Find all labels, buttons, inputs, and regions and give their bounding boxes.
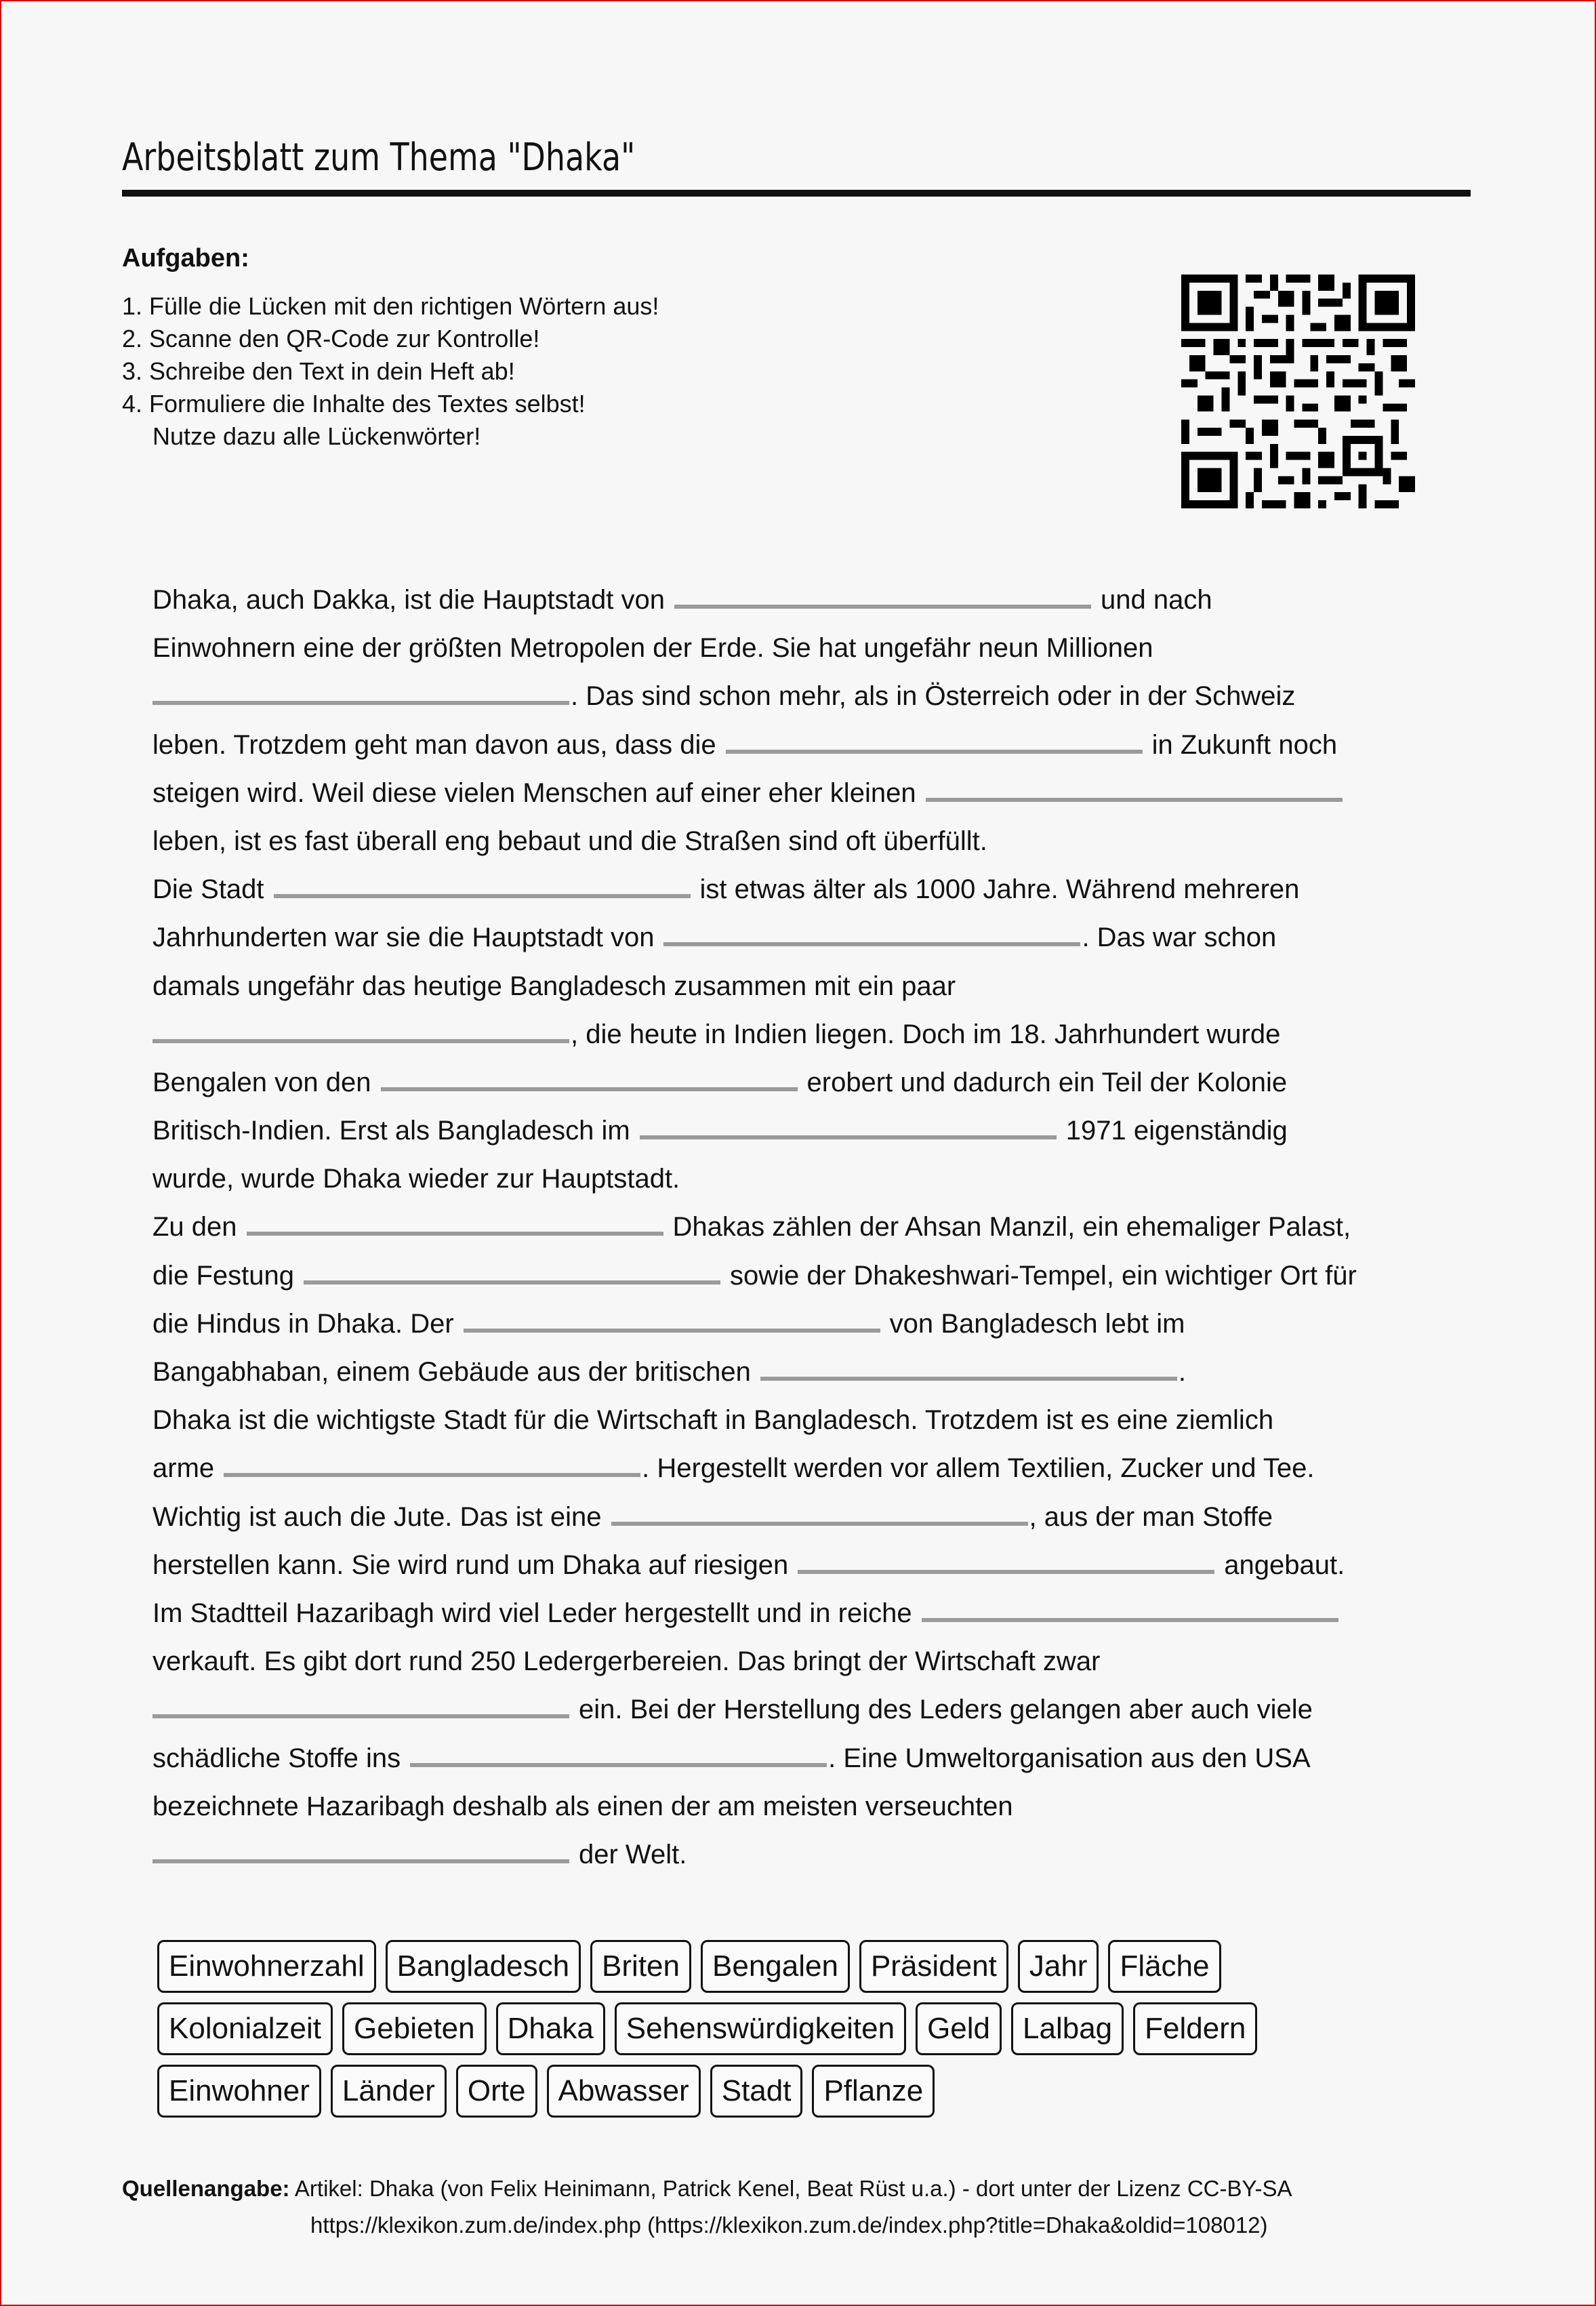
text-line: . Das sind schon mehr, als in Österreich oder in der Schweiz — [152, 672, 1481, 721]
gap-field[interactable] — [381, 1063, 798, 1091]
gap-field[interactable] — [798, 1545, 1214, 1574]
word-chip[interactable]: Feldern — [1133, 2002, 1257, 2055]
text-line: wurde, wurde Dhaka wieder zur Hauptstadt. — [152, 1164, 680, 1194]
gap-field[interactable] — [152, 1690, 569, 1718]
word-chip[interactable]: Länder — [331, 2065, 447, 2118]
task-list — [122, 290, 659, 453]
source-label: Quellenangabe: — [122, 2176, 290, 2201]
word-chip[interactable]: Gebieten — [342, 2002, 487, 2055]
title-underline — [122, 190, 1471, 197]
text-line: , die heute in Indien liegen. Doch im 18. Jahrhundert wurde — [152, 1011, 1481, 1059]
gap-field[interactable] — [247, 1207, 663, 1236]
text-line: Britisch-Indien. Erst als Bangladesch im 1971 eigenständig — [152, 1107, 1481, 1155]
text-line: Einwohnern eine der größten Metropolen der Erde. Sie hat ungefähr neun Millionen — [152, 633, 1153, 664]
word-chip[interactable]: Briten — [590, 1940, 691, 1993]
word-chip[interactable]: Stadt — [710, 2065, 803, 2118]
text-line: steigen wird. Weil diese vielen Menschen auf einer eher kleinen — [152, 769, 1481, 817]
word-chip[interactable]: Lalbag — [1011, 2002, 1124, 2055]
gap-field[interactable] — [922, 1594, 1338, 1622]
text-line: leben. Trotzdem geht man davon aus, dass die in Zukunft noch — [152, 721, 1481, 769]
gap-field[interactable] — [152, 1015, 569, 1043]
source-line-2[interactable]: https://klexikon.zum.de/index.php (https://klexikon.zum.de/index.php?title=Dhaka&oldid=108012) — [310, 2212, 1268, 2238]
gap-text — [152, 576, 1481, 1879]
word-chip[interactable]: Dhaka — [496, 2002, 605, 2055]
word-chip[interactable]: Abwasser — [547, 2065, 701, 2118]
task-item: 1. Fülle die Lücken mit den richtigen Wörtern aus! — [122, 292, 659, 320]
gap-field[interactable] — [726, 725, 1143, 754]
word-chip[interactable]: Bengalen — [701, 1940, 850, 1993]
text-line: Die Stadt ist etwas älter als 1000 Jahre. Während mehreren — [152, 866, 1481, 914]
source-line-1: Quellenangabe: Artikel: Dhaka (von Felix Heinimann, Patrick Kenel, Beat Rüst u.a.) - dort unter der Lizenz CC-BY-SA — [122, 2176, 1292, 2201]
word-chip[interactable]: Orte — [456, 2065, 537, 2118]
word-chip[interactable]: Bangladesch — [386, 1940, 581, 1993]
word-chip[interactable]: Präsident — [859, 1940, 1008, 1993]
word-chip[interactable]: Einwohner — [157, 2065, 321, 2118]
source-citation — [122, 2170, 1292, 2244]
text-line: die Hindus in Dhaka. Der von Bangladesch lebt im — [152, 1300, 1481, 1348]
word-chip[interactable]: Jahr — [1018, 1940, 1099, 1993]
gap-field[interactable] — [304, 1256, 720, 1285]
gap-field[interactable] — [640, 1111, 1057, 1139]
task-item: Nutze dazu alle Lückenwörter! — [152, 422, 481, 450]
gap-field[interactable] — [663, 918, 1080, 946]
gap-field[interactable] — [274, 870, 691, 898]
text-line: Dhaka, auch Dakka, ist die Hauptstadt von und nach — [152, 576, 1481, 624]
word-bank-row — [157, 2065, 1445, 2118]
text-line: bezeichnete Hazaribagh deshalb als einen der am meisten verseuchten — [152, 1791, 1013, 1821]
gap-field[interactable] — [611, 1497, 1028, 1526]
task-item: 3. Schreibe den Text in dein Heft ab! — [122, 357, 515, 385]
text-line: Jahrhunderten war sie die Hauptstadt von . Das war schon — [152, 914, 1481, 962]
word-chip[interactable]: Geld — [916, 2002, 1002, 2055]
page-title: Arbeitsblatt zum Thema "Dhaka" — [122, 136, 636, 180]
text-line: Im Stadtteil Hazaribagh wird viel Leder hergestellt und in reiche — [152, 1590, 1481, 1638]
task-item: 4. Formuliere die Inhalte des Textes selbst! — [122, 390, 586, 418]
text-line: Bangabhaban, einem Gebäude aus der britischen . — [152, 1348, 1481, 1396]
word-chip[interactable]: Pflanze — [812, 2065, 935, 2118]
text-line: verkauft. Es gibt dort rund 250 Ledergerbereien. Das bringt der Wirtschaft zwar — [152, 1646, 1101, 1677]
text-line: leben, ist es fast überall eng bebaut und die Straßen sind oft überfüllt. — [152, 826, 987, 856]
text-line: der Welt. — [152, 1831, 1481, 1879]
gap-field[interactable] — [926, 773, 1343, 802]
text-line: Bengalen von den erobert und dadurch ein Teil der Kolonie — [152, 1059, 1481, 1107]
word-chip[interactable]: Sehenswürdigkeiten — [615, 2002, 906, 2055]
word-bank — [157, 1940, 1445, 2127]
text-line: Dhaka ist die wichtigste Stadt für die Wirtschaft in Bangladesch. Trotzdem ist es eine ziemlich — [152, 1405, 1274, 1436]
text-line: Wichtig ist auch die Jute. Das ist eine , aus der man Stoffe — [152, 1493, 1481, 1541]
text-line: Zu den Dhakas zählen der Ahsan Manzil, ein ehemaliger Palast, — [152, 1203, 1481, 1251]
gap-field[interactable] — [464, 1304, 880, 1333]
gap-field[interactable] — [152, 676, 569, 705]
qr-code-icon[interactable] — [1181, 271, 1415, 512]
task-item: 2. Scanne den QR-Code zur Kontrolle! — [122, 325, 540, 352]
word-bank-row — [157, 2002, 1445, 2055]
word-chip[interactable]: Einwohnerzahl — [157, 1940, 376, 1993]
text-line: damals ungefähr das heutige Bangladesch zusammen mit ein paar — [152, 971, 956, 1001]
gap-field[interactable] — [410, 1739, 827, 1767]
word-chip[interactable]: Kolonialzeit — [157, 2002, 333, 2055]
text-line: ein. Bei der Herstellung des Leders gelangen aber auch viele — [152, 1686, 1481, 1734]
word-bank-row — [157, 1940, 1445, 1993]
gap-field[interactable] — [674, 580, 1091, 609]
text-line: schädliche Stoffe ins . Eine Umweltorganisation aus den USA — [152, 1735, 1481, 1783]
text-line: die Festung sowie der Dhakeshwari-Tempel, ein wichtiger Ort für — [152, 1252, 1481, 1300]
word-chip[interactable]: Fläche — [1108, 1940, 1221, 1993]
gap-field[interactable] — [224, 1449, 640, 1477]
text-line: herstellen kann. Sie wird rund um Dhaka auf riesigen angebaut. — [152, 1541, 1481, 1590]
gap-field[interactable] — [152, 1835, 569, 1863]
text-line: arme . Hergestellt werden vor allem Textilien, Zucker und Tee. — [152, 1444, 1481, 1493]
gap-field[interactable] — [760, 1352, 1177, 1381]
tasks-heading: Aufgaben: — [122, 244, 249, 272]
